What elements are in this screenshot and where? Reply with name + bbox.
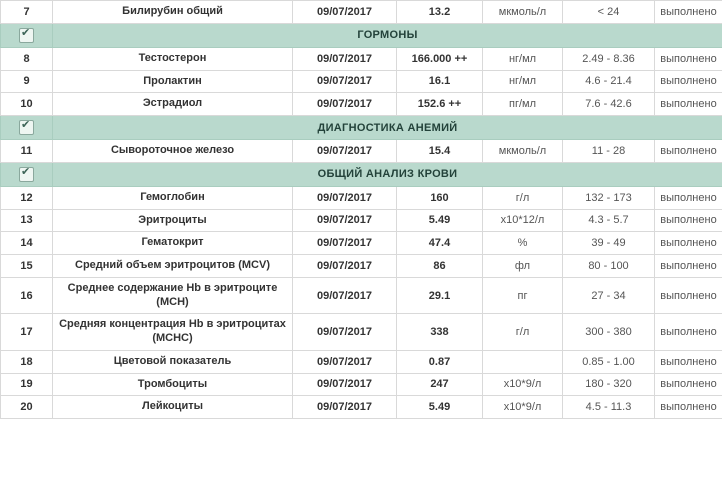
result-unit: мкмоль/л [483,1,563,24]
status-badge: выполнено [655,47,722,70]
table-row[interactable] [1,209,722,232]
analyte-name: Тромбоциты [53,373,293,396]
group-row [1,162,722,186]
status-badge: выполнено [655,186,722,209]
result-unit: пг [483,277,563,314]
group-title: ГОРМОНЫ [53,23,722,47]
result-value: 247 [397,373,483,396]
result-date: 09/07/2017 [293,350,397,373]
result-date: 09/07/2017 [293,47,397,70]
table-row[interactable] [1,373,722,396]
analyte-name: Средний объем эритроцитов (MCV) [53,255,293,278]
result-date: 09/07/2017 [293,140,397,163]
result-value: 338 [397,314,483,351]
status-badge: выполнено [655,396,722,419]
result-value: 160 [397,186,483,209]
result-value: 5.49 [397,396,483,419]
reference-range: 7.6 - 42.6 [563,93,655,116]
row-number: 18 [1,350,53,373]
row-number: 14 [1,232,53,255]
status-badge: выполнено [655,255,722,278]
row-number: 17 [1,314,53,351]
reference-range: 300 - 380 [563,314,655,351]
result-unit: нг/мл [483,70,563,93]
reference-range: 180 - 320 [563,373,655,396]
row-number: 10 [1,93,53,116]
result-date: 09/07/2017 [293,277,397,314]
analyte-name: Цветовой показатель [53,350,293,373]
result-date: 09/07/2017 [293,232,397,255]
result-unit: нг/мл [483,47,563,70]
result-unit: мкмоль/л [483,140,563,163]
result-date: 09/07/2017 [293,93,397,116]
reference-range: 4.3 - 5.7 [563,209,655,232]
reference-range: 4.6 - 21.4 [563,70,655,93]
result-unit: фл [483,255,563,278]
status-badge: выполнено [655,350,722,373]
checkmark-icon[interactable] [19,28,34,43]
table-row[interactable] [1,255,722,278]
analyte-name: Лейкоциты [53,396,293,419]
reference-range: 11 - 28 [563,140,655,163]
result-unit: х10*9/л [483,396,563,419]
result-value: 0.87 [397,350,483,373]
row-number: 8 [1,47,53,70]
status-badge: выполнено [655,93,722,116]
row-number: 19 [1,373,53,396]
result-value: 152.6 ++ [397,93,483,116]
reference-range: 0.85 - 1.00 [563,350,655,373]
analyte-name: Пролактин [53,70,293,93]
group-title: ДИАГНОСТИКА АНЕМИЙ [53,116,722,140]
analyte-name: Эритроциты [53,209,293,232]
table-row[interactable] [1,140,722,163]
result-date: 09/07/2017 [293,70,397,93]
status-badge: выполнено [655,209,722,232]
result-unit: % [483,232,563,255]
row-number: 12 [1,186,53,209]
analyte-name: Тестостерон [53,47,293,70]
group-checkbox-cell[interactable] [1,23,53,47]
table-row[interactable] [1,232,722,255]
row-number: 15 [1,255,53,278]
result-unit: х10*12/л [483,209,563,232]
table-row[interactable] [1,277,722,314]
row-number: 16 [1,277,53,314]
result-unit: г/л [483,314,563,351]
reference-range: 132 - 173 [563,186,655,209]
group-checkbox-cell[interactable] [1,116,53,140]
checkmark-icon[interactable] [19,167,34,182]
analyte-name: Средняя концентрация Hb в эритроцитах (MCHC) [53,314,293,351]
analyte-name: Гематокрит [53,232,293,255]
result-date: 09/07/2017 [293,255,397,278]
result-value: 16.1 [397,70,483,93]
result-value: 5.49 [397,209,483,232]
result-date: 09/07/2017 [293,1,397,24]
checkmark-icon[interactable] [19,120,34,135]
result-date: 09/07/2017 [293,209,397,232]
analyte-name: Гемоглобин [53,186,293,209]
result-unit: х10*9/л [483,373,563,396]
table-row[interactable] [1,1,722,24]
table-row[interactable] [1,186,722,209]
result-value: 15.4 [397,140,483,163]
result-value: 13.2 [397,1,483,24]
status-badge: выполнено [655,373,722,396]
analyte-name: Билирубин общий [53,1,293,24]
status-badge: выполнено [655,277,722,314]
reference-range: 4.5 - 11.3 [563,396,655,419]
result-value: 47.4 [397,232,483,255]
row-number: 13 [1,209,53,232]
result-date: 09/07/2017 [293,314,397,351]
status-badge: выполнено [655,140,722,163]
result-unit: пг/мл [483,93,563,116]
row-number: 20 [1,396,53,419]
result-unit: г/л [483,186,563,209]
result-value: 166.000 ++ [397,47,483,70]
row-number: 11 [1,140,53,163]
reference-range: 2.49 - 8.36 [563,47,655,70]
table-row[interactable] [1,350,722,373]
status-badge: выполнено [655,70,722,93]
result-date: 09/07/2017 [293,396,397,419]
status-badge: выполнено [655,1,722,24]
table-row[interactable] [1,70,722,93]
group-row [1,23,722,47]
analyte-name: Сывороточное железо [53,140,293,163]
reference-range: 80 - 100 [563,255,655,278]
table-row[interactable] [1,47,722,70]
status-badge: выполнено [655,232,722,255]
result-date: 09/07/2017 [293,373,397,396]
reference-range: 39 - 49 [563,232,655,255]
result-value: 29.1 [397,277,483,314]
result-date: 09/07/2017 [293,186,397,209]
status-badge: выполнено [655,314,722,351]
reference-range: 27 - 34 [563,277,655,314]
reference-range: < 24 [563,1,655,24]
table-row[interactable] [1,93,722,116]
table-row[interactable] [1,314,722,351]
group-checkbox-cell[interactable] [1,162,53,186]
analyte-name: Среднее содержание Hb в эритроците (MCH) [53,277,293,314]
result-unit [483,350,563,373]
row-number: 7 [1,1,53,24]
result-value: 86 [397,255,483,278]
group-title: ОБЩИЙ АНАЛИЗ КРОВИ [53,162,722,186]
table-row[interactable] [1,396,722,419]
row-number: 9 [1,70,53,93]
group-row [1,116,722,140]
analyte-name: Эстрадиол [53,93,293,116]
